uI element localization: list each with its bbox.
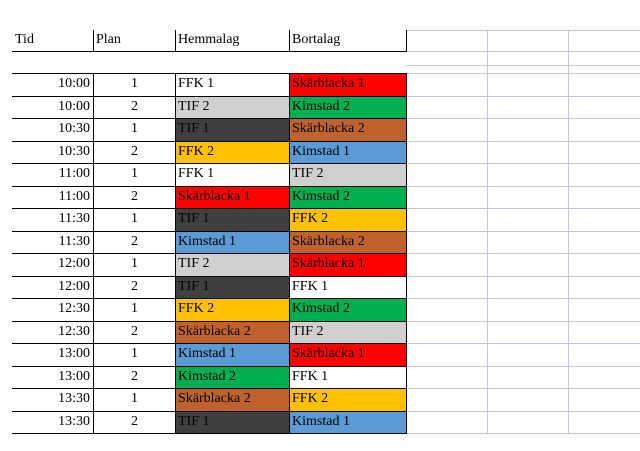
cell-hemmalag[interactable]: Skärblacka 1 <box>176 187 289 209</box>
row-border <box>12 298 407 299</box>
cell-bortalag[interactable]: Kimstad 2 <box>290 187 406 209</box>
cell-bortalag[interactable]: FFK 1 <box>290 277 406 299</box>
cell-hemmalag[interactable]: TIF 1 <box>176 277 289 299</box>
gridline-h <box>406 163 640 164</box>
column-border <box>406 30 407 51</box>
header-tid[interactable]: Tid <box>15 32 34 47</box>
gridline-h <box>406 118 640 119</box>
cell-tid[interactable]: 10:30 <box>58 121 90 136</box>
header-hemmalag[interactable]: Hemmalag <box>178 32 240 47</box>
cell-bortalag[interactable]: Skärblacka 1 <box>290 254 406 276</box>
cell-bortalag[interactable]: FFK 1 <box>290 367 406 389</box>
row-border <box>12 118 407 119</box>
cell-plan[interactable]: 1 <box>131 391 138 406</box>
cell-tid[interactable]: 11:00 <box>58 188 90 204</box>
row-border <box>12 411 407 412</box>
row-border <box>12 163 407 164</box>
gridline-h <box>406 433 640 434</box>
row-border <box>12 343 407 344</box>
column-border <box>93 30 94 51</box>
cell-hemmalag[interactable]: TIF 1 <box>176 209 289 231</box>
cell-plan[interactable]: 2 <box>131 143 138 159</box>
gridline-h <box>406 253 640 254</box>
gridline-h <box>406 411 640 412</box>
row-border <box>12 231 407 232</box>
gridline-h <box>406 343 640 344</box>
cell-tid[interactable]: 13:00 <box>58 368 90 384</box>
cell-plan[interactable]: 1 <box>131 256 138 271</box>
gridline-h <box>406 73 640 74</box>
cell-hemmalag[interactable]: Kimstad 1 <box>176 344 289 366</box>
cell-tid[interactable]: 10:00 <box>58 98 90 114</box>
cell-tid[interactable]: 10:00 <box>58 76 90 91</box>
gridline-h <box>406 388 640 389</box>
cell-tid[interactable]: 12:30 <box>58 301 90 316</box>
cell-bortalag[interactable]: FFK 2 <box>290 209 406 231</box>
cell-tid[interactable]: 11:00 <box>58 166 90 181</box>
cell-bortalag[interactable]: Kimstad 2 <box>290 299 406 321</box>
column-border <box>289 73 290 433</box>
gridline-h <box>406 96 640 97</box>
column-border <box>175 73 176 433</box>
cell-plan[interactable]: 2 <box>131 413 138 429</box>
row-border <box>12 276 407 277</box>
cell-plan[interactable]: 1 <box>131 166 138 181</box>
gridline-h <box>406 30 640 31</box>
gridline-h <box>406 276 640 277</box>
row-border <box>12 253 407 254</box>
row-border <box>12 366 407 367</box>
cell-plan[interactable]: 2 <box>131 233 138 249</box>
header-bortalag[interactable]: Bortalag <box>292 32 341 47</box>
cell-plan[interactable]: 1 <box>131 346 138 361</box>
column-border <box>406 73 407 433</box>
cell-plan[interactable]: 2 <box>131 98 138 114</box>
gridline-h <box>406 65 640 66</box>
cell-tid[interactable]: 13:30 <box>58 391 90 406</box>
row-border <box>12 321 407 322</box>
cell-hemmalag[interactable]: Kimstad 1 <box>176 232 289 254</box>
row-border <box>12 208 407 209</box>
cell-hemmalag[interactable]: FFK 2 <box>176 142 289 164</box>
column-border <box>93 73 94 433</box>
cell-tid[interactable]: 12:00 <box>58 278 90 294</box>
column-border <box>289 30 290 51</box>
cell-tid[interactable]: 11:30 <box>58 233 90 249</box>
cell-hemmalag[interactable]: FFK 1 <box>176 164 289 186</box>
cell-plan[interactable]: 1 <box>131 301 138 316</box>
row-border <box>12 96 407 97</box>
cell-hemmalag[interactable]: TIF 2 <box>176 254 289 276</box>
cell-plan[interactable]: 1 <box>131 76 138 91</box>
cell-bortalag[interactable]: Skärblacka 2 <box>290 232 406 254</box>
gridline-h <box>406 298 640 299</box>
cell-plan[interactable]: 2 <box>131 188 138 204</box>
cell-hemmalag[interactable]: FFK 2 <box>176 299 289 321</box>
cell-hemmalag[interactable]: Skärblacka 2 <box>176 322 289 344</box>
cell-bortalag[interactable]: Kimstad 1 <box>290 412 406 434</box>
cell-plan[interactable]: 1 <box>131 121 138 136</box>
cell-bortalag[interactable]: Kimstad 1 <box>290 142 406 164</box>
gridline-h <box>406 208 640 209</box>
column-border <box>175 30 176 51</box>
row-border <box>12 186 407 187</box>
cell-bortalag[interactable]: Skärblacka 1 <box>290 344 406 366</box>
cell-hemmalag[interactable]: TIF 1 <box>176 119 289 141</box>
gridline-h <box>406 51 640 52</box>
row-border <box>12 141 407 142</box>
gridline-v <box>487 30 488 433</box>
row-border <box>12 388 407 389</box>
cell-tid[interactable]: 13:30 <box>58 413 90 429</box>
row-border <box>12 73 407 74</box>
cell-tid[interactable]: 11:30 <box>58 211 90 226</box>
cell-bortalag[interactable]: TIF 2 <box>290 322 406 344</box>
header-border <box>12 51 407 52</box>
gridline-h <box>406 231 640 232</box>
header-plan[interactable]: Plan <box>96 32 121 47</box>
cell-bortalag[interactable]: TIF 2 <box>290 164 406 186</box>
cell-hemmalag[interactable]: FFK 1 <box>176 74 289 96</box>
cell-bortalag[interactable]: Skärblacka 2 <box>290 119 406 141</box>
cell-hemmalag[interactable]: TIF 1 <box>176 412 289 434</box>
cell-tid[interactable]: 10:30 <box>58 143 90 159</box>
cell-bortalag[interactable]: Skärblacka 1 <box>290 74 406 96</box>
cell-tid[interactable]: 12:30 <box>58 323 90 339</box>
cell-tid[interactable]: 12:00 <box>58 256 90 271</box>
row-border <box>12 433 407 434</box>
cell-bortalag[interactable]: Kimstad 2 <box>290 97 406 119</box>
gridline-v <box>568 30 569 433</box>
cell-plan[interactable]: 2 <box>131 278 138 294</box>
gridline-h <box>406 141 640 142</box>
cell-plan[interactable]: 2 <box>131 368 138 384</box>
cell-hemmalag[interactable]: Skärblacka 2 <box>176 389 289 411</box>
gridline-h <box>406 366 640 367</box>
cell-plan[interactable]: 1 <box>131 211 138 226</box>
cell-tid[interactable]: 13:00 <box>58 346 90 361</box>
gridline-h <box>406 321 640 322</box>
gridline-h <box>406 186 640 187</box>
cell-bortalag[interactable]: FFK 2 <box>290 389 406 411</box>
cell-hemmalag[interactable]: Kimstad 2 <box>176 367 289 389</box>
cell-plan[interactable]: 2 <box>131 323 138 339</box>
cell-hemmalag[interactable]: TIF 2 <box>176 97 289 119</box>
